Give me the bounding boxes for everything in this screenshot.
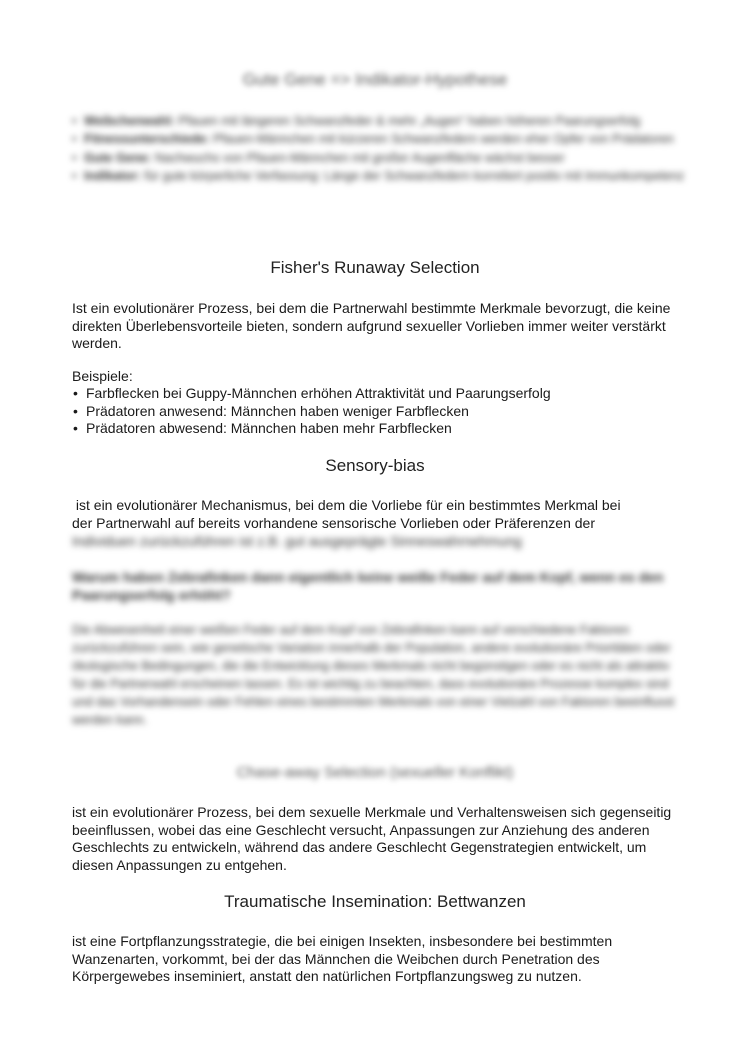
runaway-examples-list [72, 385, 692, 438]
examples-label: Beispiele: [72, 368, 133, 384]
list-item: • Farbflecken bei Guppy-Männchen erhöhen Attraktivität und Paarungserfolg [72, 385, 692, 403]
list-item [72, 149, 692, 167]
chase-away-definition: ist ein evolutionärer Prozess, bei dem sexuelle Merkmale und Verhaltensweisen sich gegenseitig beeinflussen, wobei das eine Geschlecht versucht, Anpassungen zur Anziehung des anderen Geschlechts zu entwickeln, während das andere Geschlecht Gegenstrategien entwickelt, um diesen Anpassungen zu entgehen. [72, 804, 672, 873]
bullet-text: Pfauen-Männchen mit kürzeren Schwanzfedern werden eher Opfer von Prädatoren [209, 132, 674, 147]
gute-gene-list [72, 112, 692, 186]
bullet-term: Fitnessunterschiede: [84, 132, 210, 147]
bullet-text: Nachwuchs von Pfauen-Männchen mit großer Augenfläche wächst besser [151, 150, 565, 165]
runaway-definition: Ist ein evolutionärer Prozess, bei dem die Partnerwahl bestimmte Merkmale bevorzugt, die keine direkten Überlebensvorteile bieten, sondern aufgrund sexueller Vorlieben immer weiter verstärkt werden. [72, 300, 671, 352]
traumatic-definition: ist eine Fortpflanzungsstrategie, die bei einigen Insekten, insbesondere bei bestimmten Wanzenarten, vorkommt, bei der das Männchen die Weibchen durch Penetration des Körpergewebes inseminiert, anstatt den natürlichen Fortpflanzungsweg zu nutzen. [72, 933, 613, 985]
bullet-text: für gute körperliche Verfassung: Länge der Schwanzfedern korreliert positiv mit Immunkompetenz [140, 169, 685, 184]
list-item [72, 167, 692, 185]
zebrafinch-answer: Die Abwesenheit einer weißen Feder auf dem Kopf von Zebrafinken kann auf verschiedene Faktoren zurückzuführen sein, wie genetische Variation innerhalb der Population, andere evolutionäre Prioritäten oder ökologische Bedingungen, die die Entwicklung dieses Merkmals nicht begünstigen oder es nicht als attraktiv für die Partnerwahl erscheinen lassen. Es ist wichtig zu beachten, dass evolutionäre Prozesse komplex sind und das Vorhandensein oder Fehlen eines bestimmten Merkmals von einer Vielzahl von Faktoren beeinflusst werden kann. [72, 623, 675, 727]
heading-sensory-bias: Sensory-bias [325, 456, 425, 475]
bullet-text: Pfauen mit längeren Schwanzfeder & mehr „Augen“ haben höheren Paarungserfolg [174, 114, 641, 128]
bullet-term: Indikator: [84, 169, 141, 184]
list-item: • Prädatoren abwesend: Männchen haben mehr Farbflecken [72, 420, 692, 438]
heading-runaway-selection: Fisher's Runaway Selection [270, 258, 480, 277]
heading-traumatic-insemination: Traumatische Insemination: Bettwanzen [224, 892, 526, 911]
bullet-term: Weibchenwahl: [84, 114, 175, 128]
bullet-term: Gute Gene: [84, 150, 152, 165]
list-item [72, 130, 692, 148]
sensory-definition-line-1: ist ein evolutionärer Mechanismus, bei dem die Vorliebe für ein bestimmtes Merkmal bei [72, 497, 621, 513]
heading-gute-gene: Gute Gene => Indikator-Hypothese [242, 70, 508, 89]
sensory-definition-line-3: Individuen zurückzuführen ist z.B. gut ausgeprägte Sinneswahrnehmung [72, 533, 522, 549]
list-item: • Prädatoren anwesend: Männchen haben weniger Farbflecken [72, 403, 692, 421]
sensory-definition-line-2: der Partnerwahl auf bereits vorhandene sensorische Vorlieben oder Präferenzen der [72, 515, 595, 531]
list-item [72, 112, 692, 130]
heading-chase-away: Chase-away Selection (sexueller Konflikt) [236, 764, 514, 781]
zebrafinch-question: Warum haben Zebrafinken dann eigentlich keine weiße Feder auf dem Kopf, wenn es den Paarungserfolg erhöht? [72, 569, 664, 603]
